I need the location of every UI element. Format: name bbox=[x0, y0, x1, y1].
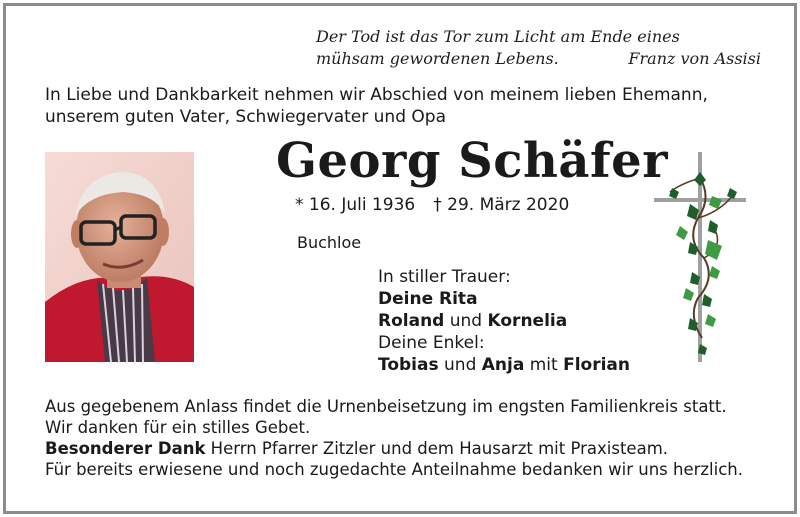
birth-date: * 16. Juli 1936 bbox=[295, 195, 416, 215]
conjunction: und bbox=[444, 355, 477, 375]
quote-author: Franz von Assisi bbox=[628, 49, 761, 68]
preposition: mit bbox=[529, 355, 558, 375]
death-date: † 29. März 2020 bbox=[433, 195, 570, 215]
closing-line-4: Für bereits erwiesene und noch zugedachte Anteilnahme bedanken wir uns herzlich. bbox=[45, 460, 743, 479]
special-thanks-label: Besonderer Dank bbox=[45, 439, 206, 458]
special-thanks-text: Herrn Pfarrer Zitzler und dem Hausarzt mit Praxisteam. bbox=[205, 439, 669, 458]
conjunction: und bbox=[449, 311, 483, 331]
quote-line-2: mühsam gewordenen Lebens. bbox=[316, 49, 559, 68]
deceased-name: Georg Schäfer bbox=[276, 133, 668, 189]
quote-line-1: Der Tod ist das Tor zum Licht am Ende eines bbox=[316, 27, 680, 46]
quote-block bbox=[316, 26, 761, 70]
grandchildren-heading: Deine Enkel: bbox=[378, 333, 485, 353]
child-name-2: Kornelia bbox=[487, 311, 568, 331]
intro-line-1: In Liebe und Dankbarkeit nehmen wir Abschied von meinem lieben Ehemann, bbox=[45, 85, 708, 105]
mourners-list bbox=[378, 266, 630, 376]
intro-text bbox=[45, 84, 708, 128]
intro-line-2: unserem guten Vater, Schwiegervater und Opa bbox=[45, 107, 446, 127]
closing-line-2: Wir danken für ein stilles Gebet. bbox=[45, 418, 311, 437]
child-name-1: Roland bbox=[378, 311, 445, 331]
grandchild-name-3: Florian bbox=[563, 355, 630, 375]
life-dates bbox=[295, 193, 569, 217]
portrait-photo bbox=[45, 152, 194, 362]
cross-with-ivy-icon bbox=[650, 148, 750, 364]
grandchild-name-2: Anja bbox=[481, 355, 525, 375]
place-of-residence: Buchloe bbox=[297, 233, 362, 252]
spouse-name: Deine Rita bbox=[378, 289, 478, 309]
closing-text bbox=[45, 396, 743, 480]
grandchild-name-1: Tobias bbox=[378, 355, 439, 375]
mourners-heading: In stiller Trauer: bbox=[378, 267, 511, 287]
closing-line-1: Aus gegebenem Anlass findet die Urnenbeisetzung im engsten Familienkreis statt. bbox=[45, 397, 727, 416]
